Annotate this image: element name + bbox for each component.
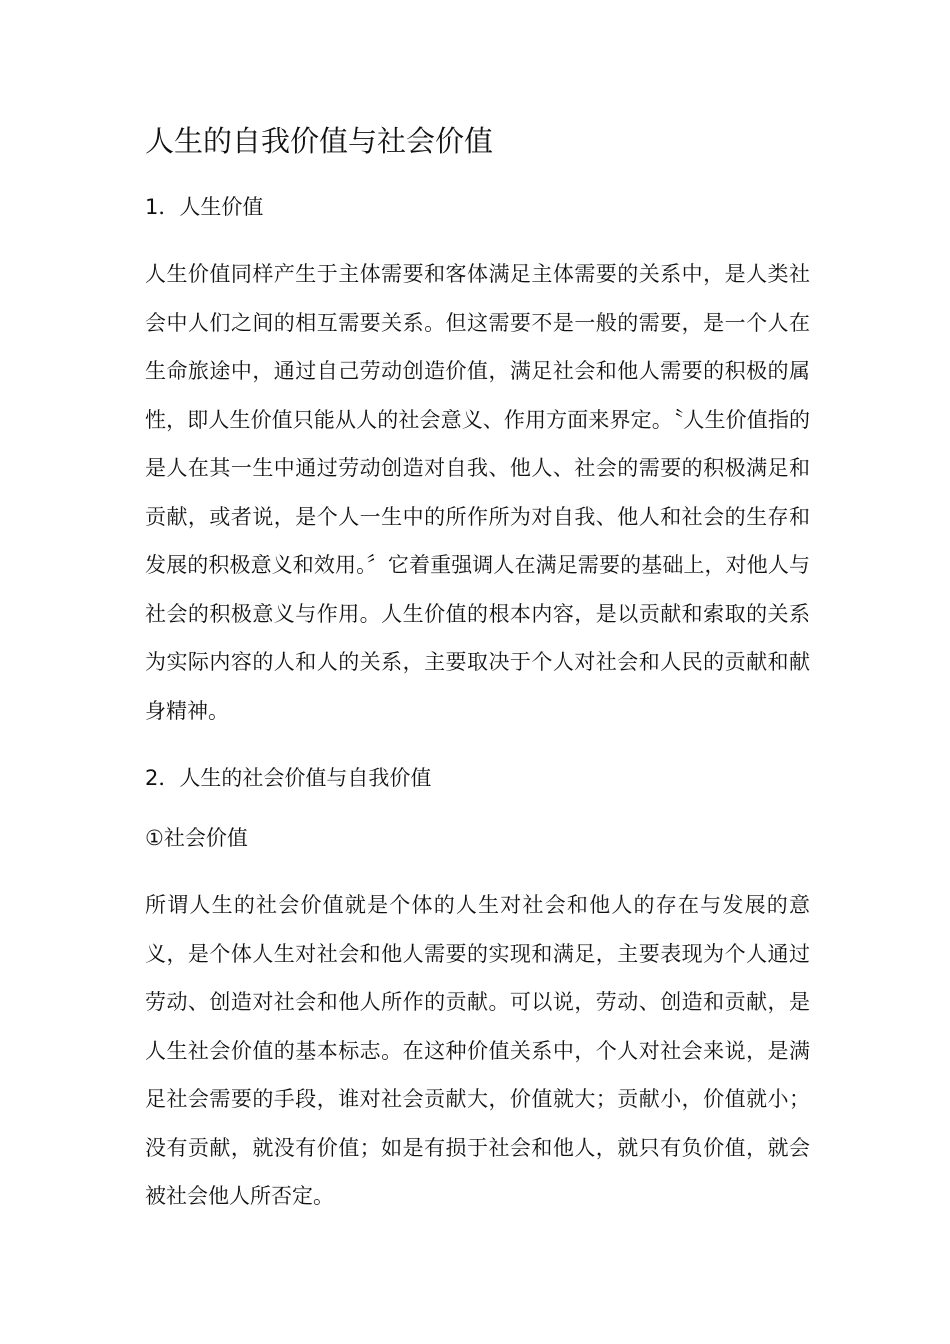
section-heading-life-value: 1．人生价值: [145, 195, 264, 219]
social-value-paragraph: 所谓人生的社会价值就是个体的人生对社会和他人的存在与发展的意义，是个体人生对社会和他人需要的实现和满足，主要表现为个人通过劳动、创造对社会和他人所作的贡献。可以说，劳动、创造和贡献，是人生社会价值的基本标志。在这种价值关系中，个人对社会来说，是满足社会需要的手段，谁对社会贡献大，价值就大；贡献小，价值就小；没有贡献，就没有价值；如是有损于社会和他人，就只有负价值，就会被社会他人所否定。: [145, 893, 810, 1208]
section-heading-social-and-self-value: 2．人生的社会价值与自我价值: [145, 766, 432, 790]
subsection-heading-social-value: ①社会价值: [145, 826, 248, 850]
life-value-paragraph: 人生价值同样产生于主体需要和客体满足主体需要的关系中，是人类社会中人们之间的相互需要关系。但这需要不是一般的需要，是一个人在生命旅途中，通过自己劳动创造价值，满足社会和他人需要的积极的属性，即人生价值只能从人的社会意义、作用方面来界定。〝人生价值指的是人在其一生中通过劳动创造对自我、他人、社会的需要的积极满足和贡献，或者说，是个人一生中的所作所为对自我、他人和社会的生存和发展的积极意义和效用。〞它着重强调人在满足需要的基础上，对他人与社会的积极意义与作用。人生价值的根本内容，是以贡献和索取的关系为实际内容的人和人的关系，主要取决于个人对社会和人民的贡献和献身精神。: [145, 262, 810, 723]
document-body: [145, 118, 810, 1221]
document-title: 人生的自我价值与社会价值: [145, 124, 494, 158]
